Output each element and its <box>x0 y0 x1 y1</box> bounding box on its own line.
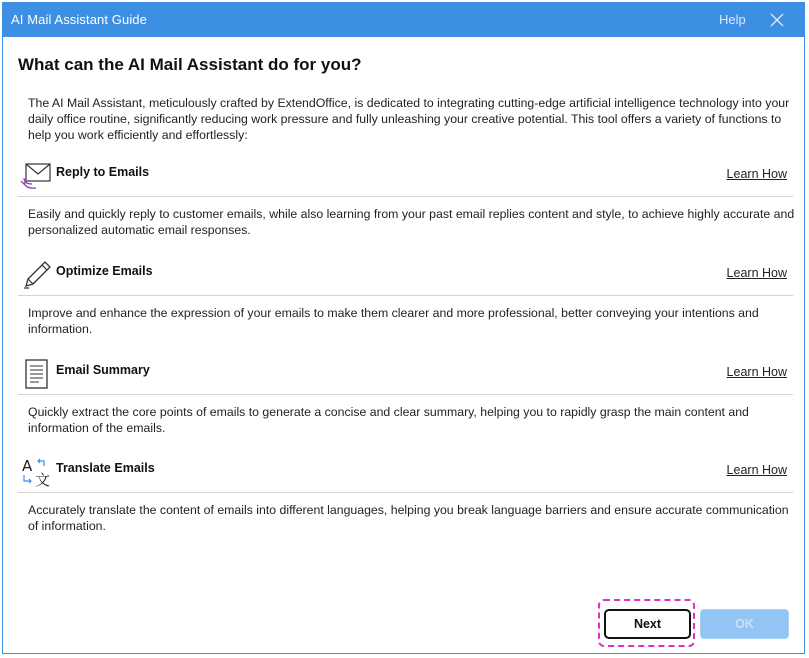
learn-how-link-summary[interactable]: Learn How <box>726 365 787 379</box>
close-icon[interactable] <box>769 12 785 28</box>
svg-text:文: 文 <box>35 471 51 487</box>
learn-how-link-optimize[interactable]: Learn How <box>726 266 787 280</box>
learn-how-link-reply[interactable]: Learn How <box>726 167 787 181</box>
next-button-highlight <box>598 599 695 647</box>
feature-title: Reply to Emails <box>56 165 150 179</box>
help-button[interactable]: Help <box>719 12 746 27</box>
feature-summary-description: Quickly extract the core points of emails to generate a concise and clear summary, helping you to rapidly grasp the main content and information of the emails. <box>28 405 749 435</box>
feature-translate-description: Accurately translate the content of emails into different languages, helping you break language barriers and ensure accurate communication of information. <box>28 503 789 533</box>
feature-optimize-description: Improve and enhance the expression of your emails to make them clearer and more professional, better conveying your intentions and information. <box>28 306 759 336</box>
page-heading: What can the AI Mail Assistant do for you? <box>18 55 362 74</box>
translate-icon <box>20 457 52 487</box>
window-title: AI Mail Assistant Guide <box>11 12 147 27</box>
feature-title: Email Summary <box>56 363 150 377</box>
feature-reply-header <box>18 157 793 197</box>
intro-text: The AI Mail Assistant, meticulously crafted by ExtendOffice, is dedicated to integrating cutting-edge artificial intelligence technology into your daily office routine, significantly reducing work pressure and fully unleashing your creative potential. This tool offers a variety of functions to help you work efficiently and effortlessly: <box>28 96 790 142</box>
document-icon <box>20 359 52 389</box>
feature-optimize-header <box>18 256 793 296</box>
feature-translate-header <box>18 453 793 493</box>
feature-summary-header <box>18 355 793 395</box>
feature-title: Optimize Emails <box>56 264 153 278</box>
feature-reply-description: Easily and quickly reply to customer emails, while also learning from your past email replies content and style, to achieve highly accurate and personalized automatic email responses. <box>28 207 795 237</box>
svg-text:A: A <box>22 457 33 475</box>
ok-button[interactable]: OK <box>700 609 789 639</box>
reply-email-icon <box>20 161 52 191</box>
guide-dialog <box>2 2 805 654</box>
title-bar[interactable] <box>3 3 804 37</box>
pencil-icon <box>20 260 52 290</box>
learn-how-link-translate[interactable]: Learn How <box>726 463 787 477</box>
feature-title: Translate Emails <box>56 461 155 475</box>
next-button[interactable]: Next <box>604 609 691 639</box>
